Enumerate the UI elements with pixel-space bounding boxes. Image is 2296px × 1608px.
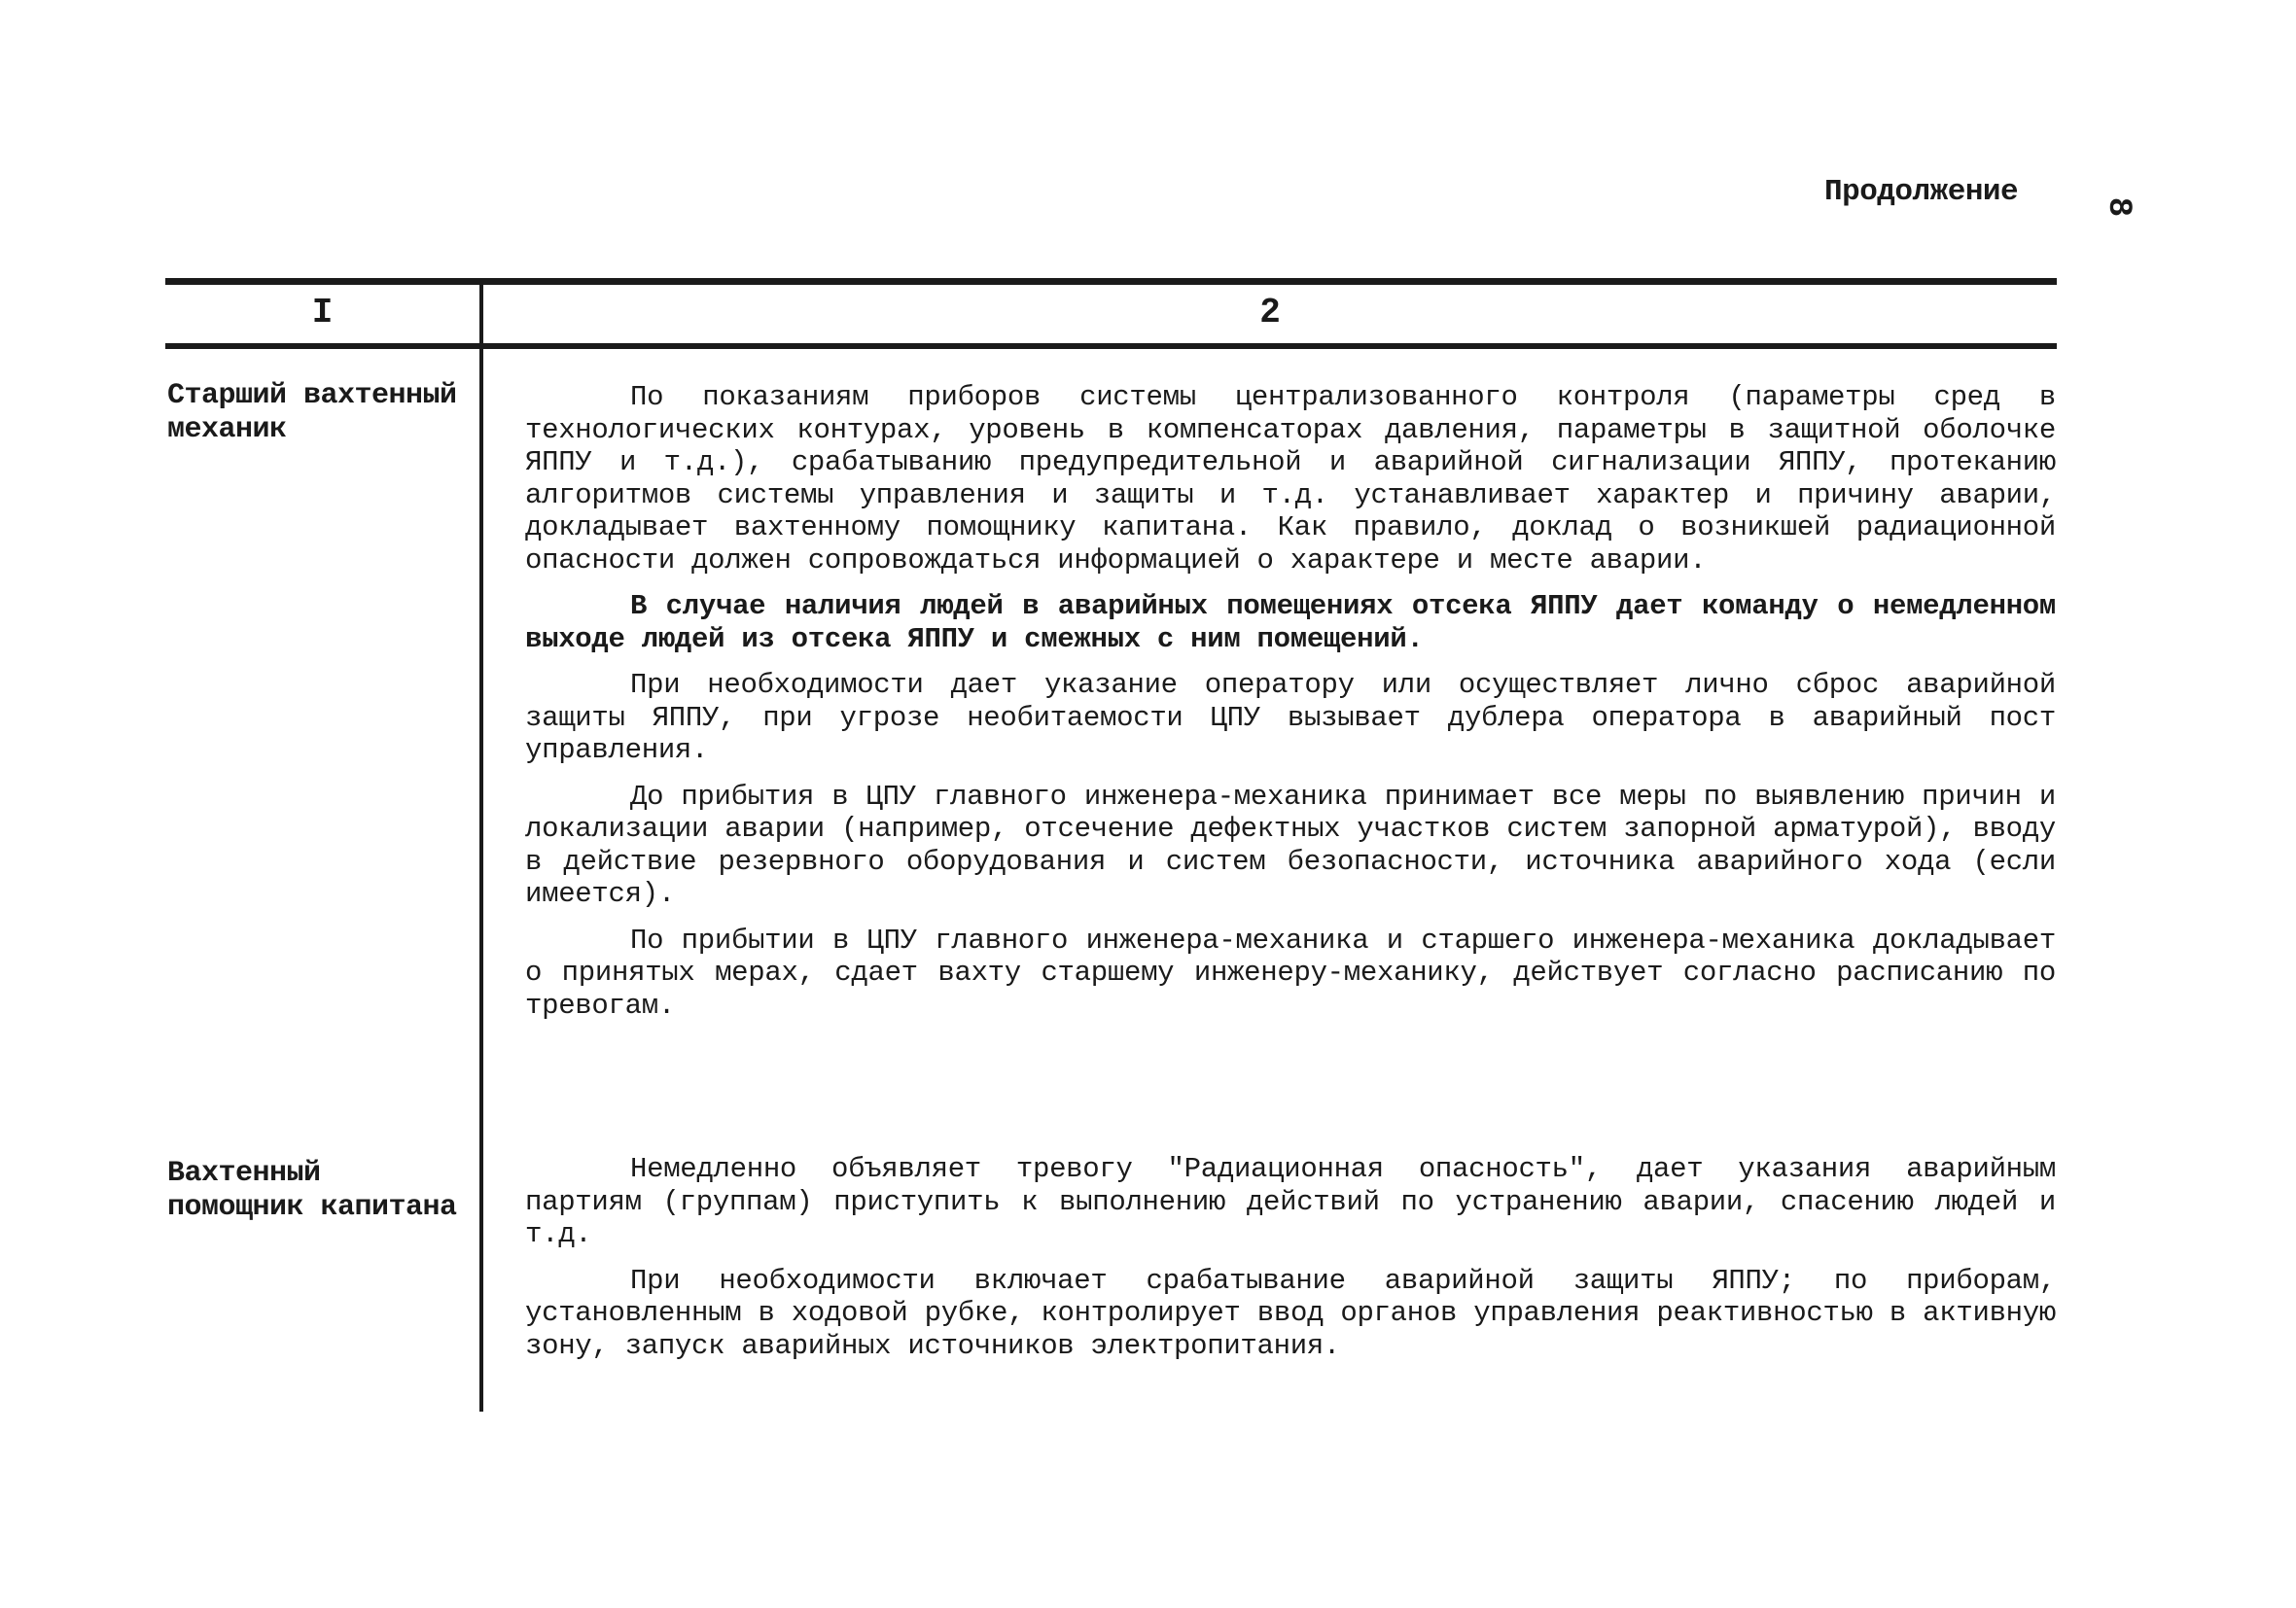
duty-paragraph: По показаниям приборов системы централизованного контроля (параметры сред в технологических контурах, уровень в компенсаторах давления, параметры в защитной оболочке ЯППУ и т.д.), срабатыванию предупредительной и аварийной сигнализации ЯППУ, протеканию алгоритмов системы управления и защиты и т.д. устанавливает характер и причину аварии, докладывает вахтенному помощнику капитана. Как правило, доклад о возникшей радиационной опасности должен сопровождаться информацией о характере и месте аварии. [525, 381, 2056, 577]
duty-paragraph: До прибытия в ЦПУ главного инженера-механика принимает все меры по выявлению причин и локализации аварии (например, отсечение дефектных участков систем запорной арматурой), вводу в действие резервного оборудования и систем безопасности, источника аварийного хода (если имеется). [525, 780, 2056, 910]
column-header-1: I [311, 293, 334, 332]
column-separator [479, 278, 483, 1412]
table-top-rule [165, 278, 2057, 285]
duties-watch-captain-assistant [525, 1153, 2056, 1376]
duty-paragraph: По прибытии в ЦПУ главного инженера-механика и старшего инженера-механика докладывает о принятых мерах, сдает вахту старшему инженеру-механику, действует согласно расписанию по тревогам. [525, 924, 2056, 1022]
duty-paragraph: При необходимости включает срабатывание аварийной защиты ЯППУ; по приборам, установленным в ходовой рубке, контролирует ввод органов управления реактивностью в активную зону, запуск аварийных источников электропитания. [525, 1264, 2056, 1362]
duty-paragraph: При необходимости дает указание оператору или осуществляет лично сброс аварийной защиты ЯППУ, при угрозе необитаемости ЦПУ вызывает дублера оператора в аварийный пост управления. [525, 669, 2056, 766]
duty-paragraph: В случае наличия людей в аварийных помещениях отсека ЯППУ дает команду о немедленном выходе людей из отсека ЯППУ и смежных с ним помещений. [525, 590, 2056, 655]
page-number: 8 [2100, 196, 2137, 218]
column-header-2: 2 [1259, 293, 1281, 332]
continuation-label: Продолжение [1824, 175, 2019, 209]
role-watch-captain-assistant: Вахтенный помощник капитана [167, 1157, 457, 1224]
role-senior-watch-engineer: Старший вахтенный механик [167, 379, 457, 446]
duty-paragraph: Немедленно объявляет тревогу "Радиационная опасность", дает указания аварийным партиям (группам) приступить к выполнению действий по устранению аварии, спасению людей и т.д. [525, 1153, 2056, 1250]
duties-senior-watch-engineer [525, 381, 2056, 1035]
table-header-rule [165, 343, 2057, 349]
